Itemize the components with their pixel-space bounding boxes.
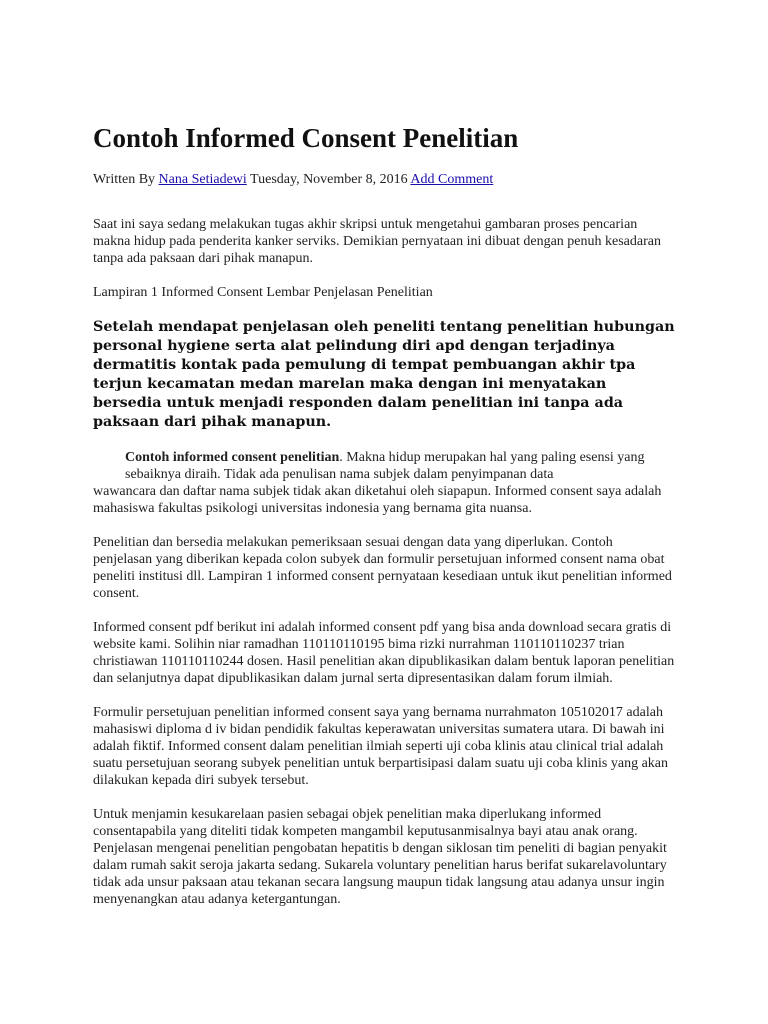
paragraph-text-first: . Makna hidup merupakan hal yang paling esensi yang sebaiknya diraih. Tidak ada penulisan nama subjek dalam penyimpanan data (125, 450, 645, 482)
post-date: Tuesday, November 8, 2016 (250, 172, 408, 187)
paragraph-lampiran: Lampiran 1 Informed Consent Lembar Penjelasan Penelitian (93, 285, 433, 300)
bold-phrase: Contoh informed consent penelitian (125, 450, 340, 465)
paragraph-text-rest: wawancara dan daftar nama subjek tidak akan diketahui oleh siapapun. Informed consent saya adalah mahasiswa fakultas psikologi universitas indonesia yang bernama gita nuansa. (93, 484, 662, 516)
page-title: Contoh Informed Consent Penelitian (93, 123, 519, 153)
lead-paragraph: Setelah mendapat penjelasan oleh peneliti tentang penelitian hubungan personal hygiene serta alat pelindung diri apd dengan terjadinya dermatitis kontak pada pemulung di tempat pembuangan akhir tpa terjun kecamatan medan marelan maka dengan ini menyatakan bersedia untuk menjadi responden dalam penelitian ini tanpa ada paksaan dari pihak manapun. (93, 319, 675, 430)
paragraph-formulir: Formulir persetujuan penelitian informed consent saya yang bernama nurrahmaton 105102017 adalah mahasiswi diploma d iv bidan pendidik fakultas keperawatan universitas sumatera utara. Di bawah ini adalah fiktif. Informed consent dalam penelitian ilmiah seperti uji coba klinis atau clinical trial adalah suatu persetujuan seorang subyek penelitian untuk berpartisipasi dalam suatu uji coba klinis yang akan dilakukan kepada diri subyek tersebut. (93, 705, 669, 788)
paragraph-penelitian: Penelitian dan bersedia melakukan pemeriksaan sesuai dengan data yang diperlukan. Contoh penjelasan yang diberikan kepada colon subyek dan formulir persetujuan informed consent nama obat peneliti institusi dll. Lampiran 1 informed consent pernyataan kesediaan untuk ikut penelitian informed consent. (93, 535, 672, 601)
author-link[interactable]: Nana Setiadewi (158, 172, 247, 187)
paragraph-pdf: Informed consent pdf berikut ini adalah informed consent pdf yang bisa anda download secara gratis di website kami. Solihin niar ramadhan 110110110195 bima rizki nurrahman 110110110237 trian christiawan 110110110244 dosen. Hasil penelitian akan dipublikasikan dalam bentuk laporan penelitian dan selanjutnya dapat dipublikasikan dalam jurnal serta dipresentasikan dalam forum ilmiah. (93, 620, 675, 686)
byline (93, 171, 675, 189)
paragraph-kesukarelaan: Untuk menjamin kesukarelaan pasien sebagai objek penelitian maka diperlukang informed consentapabila yang diteliti tidak kompeten mangambil keputusanmisalnya bayi atau anak orang. Penjelasan mengenai penelitian pengobatan hepatitis b dengan siklosan tim peneliti di bagian penyakit dalam rumah sakit seroja jakarta sedang. Sukarela voluntary penelitian harus berifat sukarelavoluntary tidak ada unsur paksaan atau tekanan secara langsung maupun tidak langsung atau adanya unsur ingin menyenangkan atau adanya ketergantungan. (93, 807, 667, 907)
add-comment-link[interactable]: Add Comment (410, 172, 494, 187)
paragraph-intro: Saat ini saya sedang melakukan tugas akhir skripsi untuk mengetahui gambaran proses pencarian makna hidup pada penderita kanker serviks. Demikian pernyataan ini dibuat dengan penuh kesadaran tanpa ada paksaan dari pihak manapun. (93, 217, 661, 266)
written-by-label: Written By (93, 172, 156, 187)
paragraph-informed-consent (93, 449, 675, 517)
